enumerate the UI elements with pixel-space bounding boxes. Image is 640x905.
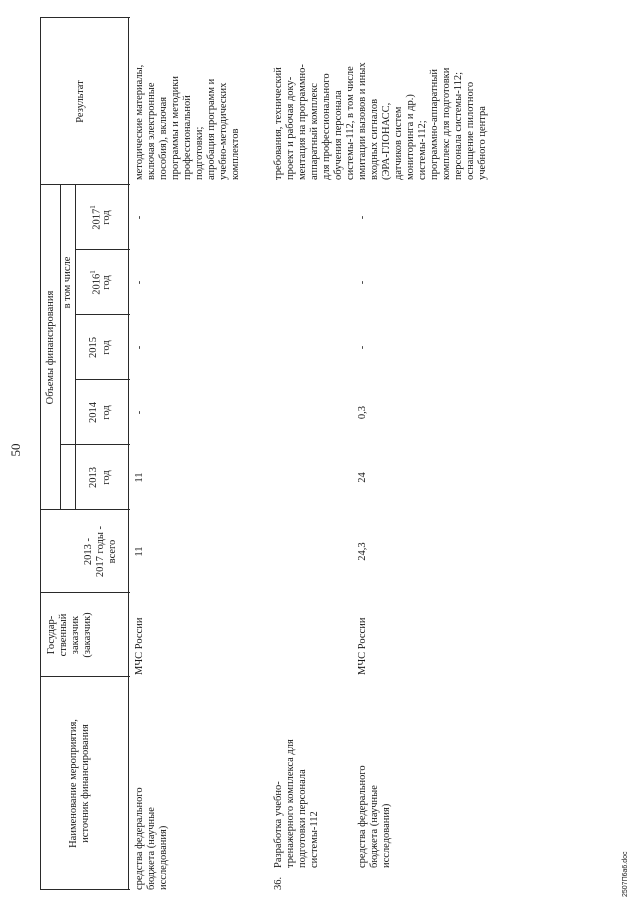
row2-result-line-16: персонала системы-112; [453,72,464,180]
header-name-line-2: источник финансирования [80,724,91,843]
row2-result-line-15: комплекс для подготовки [441,67,452,180]
row1-result-line-2: включая электронные [146,82,157,180]
row1-result-line-3: пособия), включая [158,96,169,180]
table-top-border [40,18,41,890]
header-total-line-2: 2017 годы - [95,525,106,578]
row1-total: 11 [134,546,145,557]
header-customer-line-2: ственный [58,613,69,657]
year-2016-text: 2016 [91,273,103,295]
header-customer-line-4: (заказчик) [82,612,93,658]
row2-number: 36. [273,876,284,890]
row1-2015: - [134,345,145,350]
row2-result-line-4: аппаратный комплекс [309,83,320,180]
row3-2014: 0,3 [357,405,368,420]
row3-2013: 24 [357,472,368,483]
row2-result-line-12: мониторинга и др.) [405,94,416,180]
header-including: в том числе [62,256,73,309]
row3-name-line-1: средства федерального [357,765,368,868]
year-2017-footnote: 1 [89,205,97,209]
row3-total: 24,3 [357,542,368,561]
header-year-2017-unit: год [101,210,112,225]
header-year-2016-unit: год [101,275,112,290]
row1-result-line-4: программы и методики [170,76,181,180]
header-name-line-1: Наименование мероприятия, [68,719,79,848]
header-year-2014-unit: год [101,405,112,420]
row1-name-line-2: бюджета (научные [146,807,157,890]
row1-result-line-1: методические материалы, [134,64,145,180]
year-2017-text: 2017 [91,208,103,230]
row2-name-line-4: системы-112 [309,811,320,868]
header-total-line-1: 2013 - [83,537,94,566]
row2-result-line-1: требования, технический [273,67,284,180]
row1-result-line-7: апробация программ и [206,78,217,180]
header-year-2014: 2014 [88,402,99,423]
row1-2014: - [134,410,145,415]
row2-name-line-1: Разработка учебно- [273,781,284,868]
row2-result-line-6: обучения персонала [333,90,344,180]
header-result: Результат [75,80,86,123]
row2-result-line-17: оснащение пилотного [465,81,476,180]
row1-name-line-1: средства федерального [134,787,145,890]
including-border [75,185,76,510]
row2-result-line-8: имитации вызовов и иных [357,62,368,180]
row2-result-line-2: проект и рабочая доку- [285,76,296,180]
row1-customer: МЧС России [134,617,145,675]
row3-customer: МЧС России [357,617,368,675]
header-year-2015: 2015 [88,337,99,358]
row2-result-line-3: ментация на программно- [297,64,308,180]
row2-result-line-5: для профессионального [321,73,332,180]
row2-result-line-13: системы-112; [417,120,428,180]
header-total-line-3: всего [107,539,118,564]
row3-2015: - [357,345,368,350]
row1-2016: - [134,280,145,285]
row2-name-line-3: подготовки персонала [297,769,308,868]
row1-result-line-6: подготовки; [194,126,205,180]
row3-name-line-2: бюджета (научные [369,785,380,868]
row1-result-line-8: учебно-методических [218,82,229,180]
funding-title-border [60,185,61,510]
header-year-2013-unit: год [101,470,112,485]
row1-result-line-9: комплектов [230,128,241,180]
row2-result-line-9: входных сигналов [369,98,380,180]
row3-2016: - [357,280,368,285]
row2-name-line-2: тренажерного комплекса для [285,739,296,868]
header-year-2015-unit: год [101,340,112,355]
header-funding-title: Объемы финансирования [45,290,56,405]
header-bottom-border [128,18,129,890]
row3-2017: - [357,215,368,220]
header-customer-line-1: Государ- [46,615,57,655]
row2-result-line-10: (ЭРА-ГЛОНАСС, [381,102,392,180]
row1-result-line-5: профессиональной [182,95,193,180]
row3-name-line-3: исследования) [381,803,392,868]
row2-result-line-11: датчиков систем [393,106,404,180]
row2-result-line-7: системы-112, в том числе [345,66,356,180]
row2-result-line-18: учебного центра [477,106,488,180]
page-number: 50 [8,443,23,457]
row1-2013: 11 [134,472,145,483]
row1-2017: - [134,215,145,220]
header-customer-line-3: заказчик [70,615,81,655]
year-2016-footnote: 1 [89,270,97,274]
row1-name-line-3: исследования) [158,825,169,890]
header-year-2013: 2013 [88,467,99,488]
footer-filename: 2507П6а6.doc [622,851,629,897]
row2-result-line-14: программно-аппаратный [429,69,440,180]
